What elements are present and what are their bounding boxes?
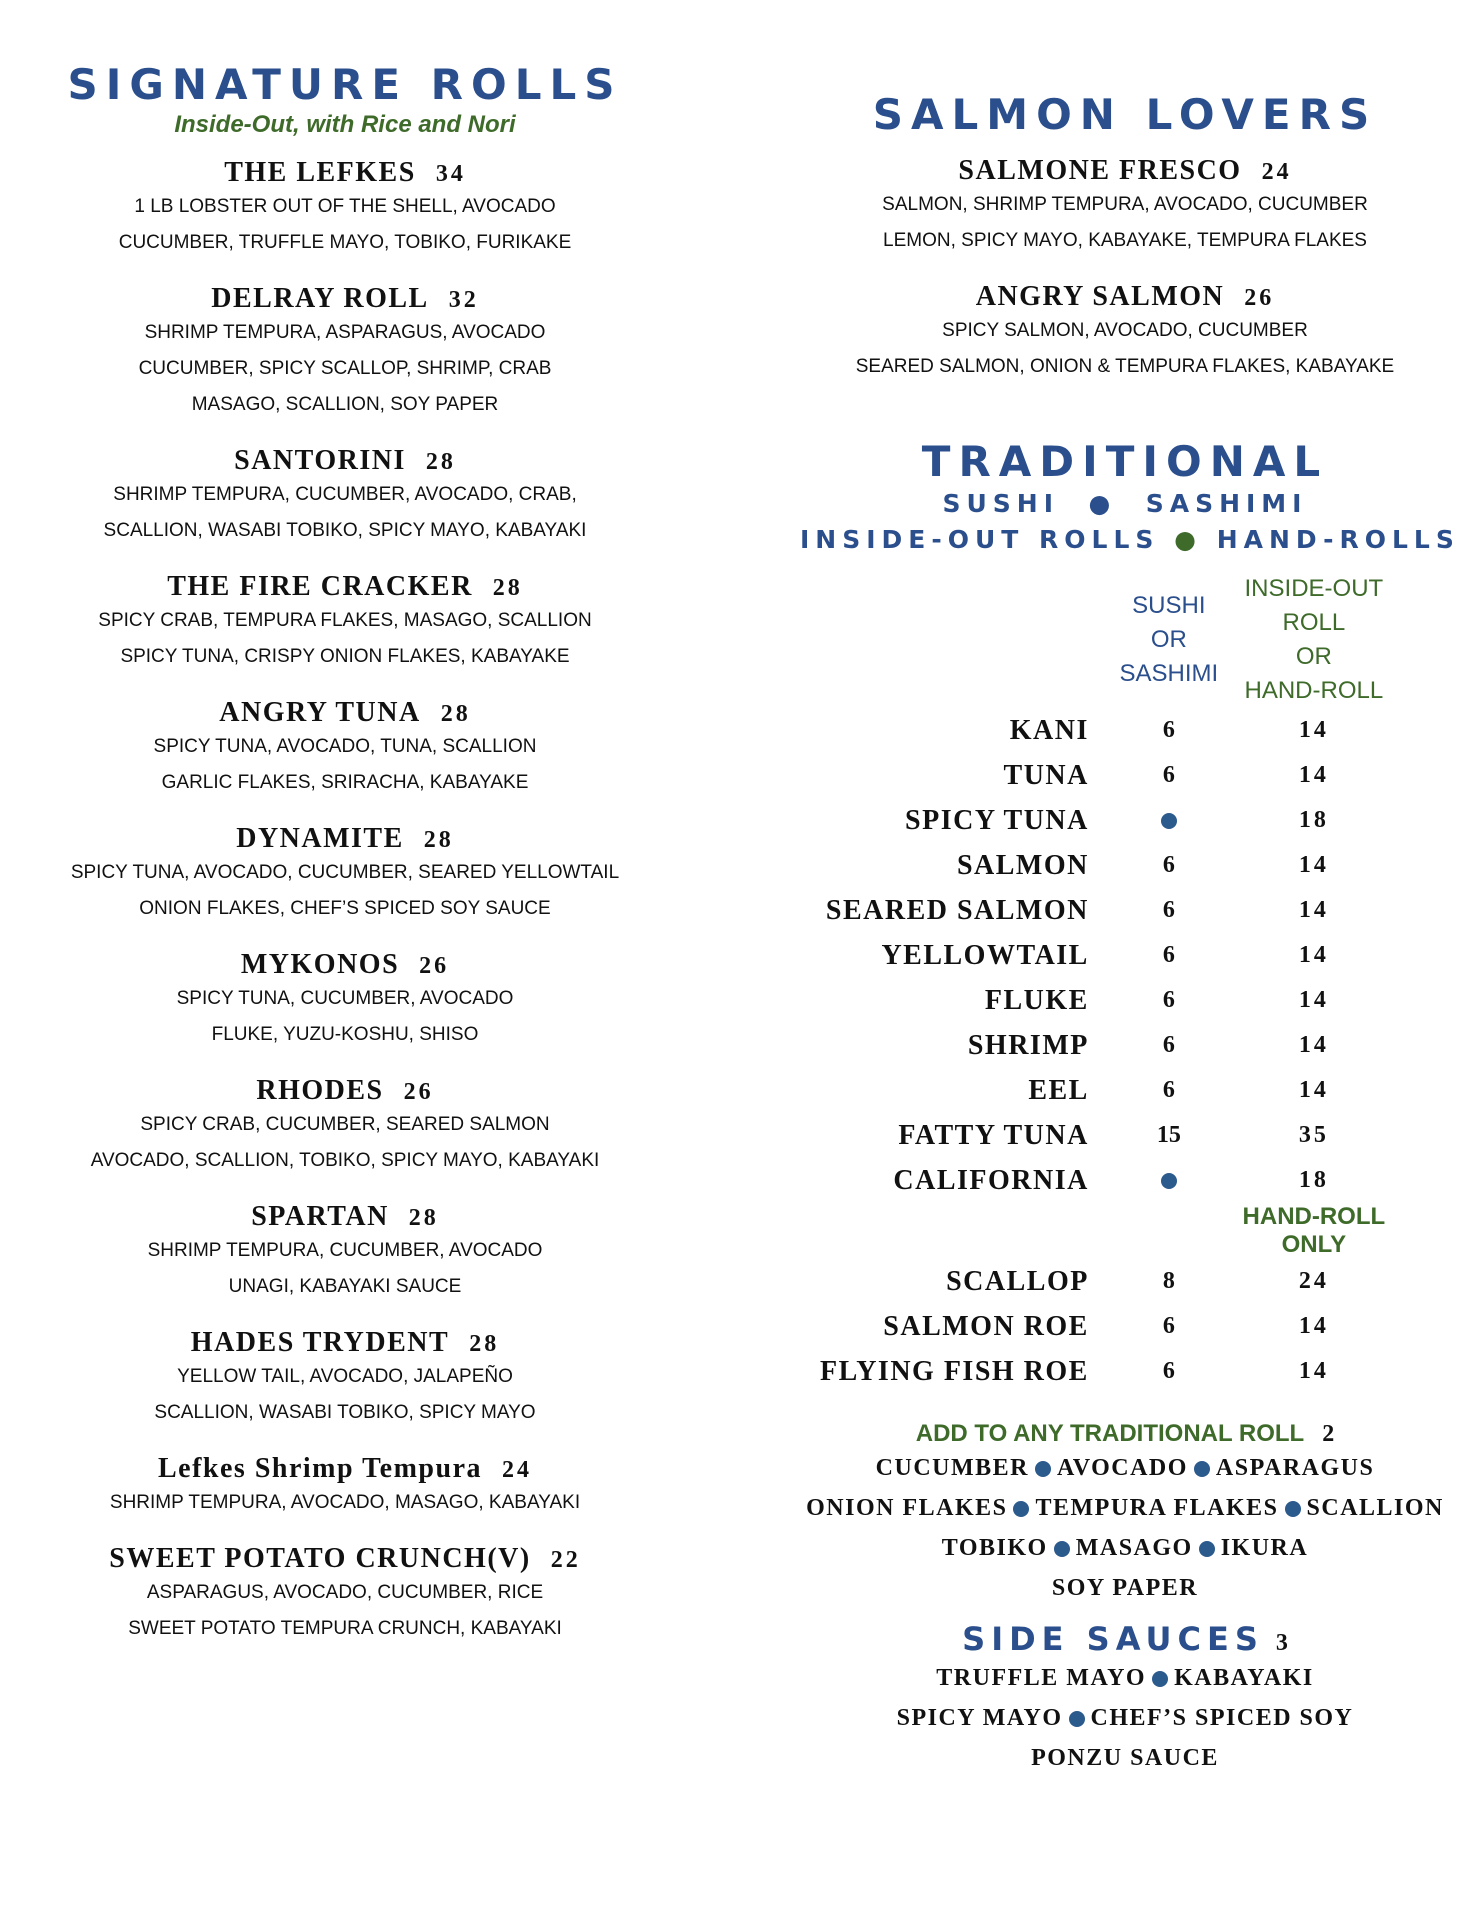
menu-item-header	[40, 445, 650, 477]
sushi-price: 6	[1162, 1313, 1175, 1339]
fish-name: YELLOWTAIL	[881, 939, 1089, 971]
table-row	[820, 888, 1409, 933]
sashimi-label: SASHIMI	[1145, 489, 1308, 518]
menu-item-price: 26	[419, 953, 450, 979]
menu-item-name: SWEET POTATO CRUNCH(V)	[109, 1543, 531, 1574]
menu-item-price: 26	[403, 1079, 434, 1105]
table-row	[820, 978, 1409, 1023]
table-row	[820, 1023, 1409, 1068]
description-line: FLUKE, YUZU-KOSHU, SHISO	[211, 1024, 479, 1045]
menu-item-description	[40, 477, 650, 549]
menu-item-price: 28	[469, 1331, 500, 1357]
roll-price: 14	[1298, 1077, 1329, 1103]
description-line: SPICY CRAB, CUCUMBER, SEARED SALMON	[140, 1114, 550, 1135]
col-header-roll: INSIDE-OUT ROLL OR HAND-ROLL	[1244, 575, 1384, 704]
menu-item-description	[40, 1485, 650, 1521]
menu-item	[40, 1201, 650, 1305]
menu-item-header	[800, 155, 1450, 187]
bullet-icon	[1285, 1501, 1301, 1517]
menu-item-header	[40, 1453, 650, 1485]
menu-item-name: THE FIRE CRACKER	[167, 571, 473, 602]
roll-price: 14	[1298, 987, 1329, 1013]
table-row	[820, 933, 1409, 978]
menu-item-name: ANGRY TUNA	[219, 697, 421, 728]
menu-item	[40, 157, 650, 261]
menu-item-price: 22	[550, 1547, 581, 1573]
menu-item-name: SALMONE FRESCO	[958, 155, 1242, 186]
fish-name: EEL	[1028, 1074, 1089, 1106]
fish-name: SALMON ROE	[883, 1310, 1089, 1342]
menu-item-name: MYKONOS	[240, 949, 400, 980]
menu-item-header	[40, 283, 650, 315]
menu-item-header	[40, 823, 650, 855]
menu-item-name: ANGRY SALMON	[975, 281, 1225, 312]
description-line: LEMON, SPICY MAYO, KABAYAKE, TEMPURA FLAKES	[883, 230, 1367, 251]
roll-price: 24	[1298, 1268, 1329, 1294]
menu-item-description	[40, 855, 650, 927]
roll-price: 14	[1298, 1313, 1329, 1339]
menu-item-description	[40, 1107, 650, 1179]
menu-item-price: 28	[425, 449, 456, 475]
sushi-label: SUSHI	[942, 489, 1060, 518]
roll-price: 14	[1298, 897, 1329, 923]
signature-rolls-title: SIGNATURE ROLLS	[67, 60, 623, 109]
description-line: SPICY TUNA, CUCUMBER, AVOCADO	[176, 988, 514, 1009]
menu-item-price: 26	[1244, 285, 1275, 311]
inside-out-rolls-label: INSIDE-OUT ROLLS	[800, 525, 1160, 554]
menu-item-price: 28	[408, 1205, 439, 1231]
right-column	[800, 90, 1460, 1778]
menu-item-name: HADES TRYDENT	[190, 1327, 450, 1358]
bullet-icon	[1161, 813, 1177, 829]
menu-item-price: 32	[448, 287, 479, 313]
bullet-icon: ●	[1174, 525, 1202, 554]
hand-rolls-label: HAND-ROLLS	[1216, 525, 1460, 554]
addons-line-2: ONION FLAKES TEMPURA FLAKES SCALLION	[806, 1495, 1444, 1521]
menu-item-price: 28	[492, 575, 523, 601]
menu-item-header	[40, 1543, 650, 1575]
table-corner	[820, 572, 1119, 708]
menu-item	[40, 949, 650, 1053]
sushi-price: 6	[1162, 1358, 1175, 1384]
bullet-icon	[1054, 1541, 1070, 1557]
description-line: ASPARAGUS, AVOCADO, CUCUMBER, RICE	[146, 1582, 544, 1603]
description-line: MASAGO, SCALLION, SOY PAPER	[191, 394, 499, 415]
fish-name: SALMON	[956, 849, 1089, 881]
sushi-price: 8	[1162, 1268, 1175, 1294]
sushi-price: 6	[1162, 717, 1175, 743]
menu-item	[40, 445, 650, 549]
menu-item-description	[40, 1233, 650, 1305]
menu-item-name: RHODES	[256, 1075, 384, 1106]
table-row	[820, 798, 1409, 843]
menu-item-header	[40, 1075, 650, 1107]
side-sauces-price: 3	[1275, 1630, 1288, 1656]
description-line: UNAGI, KABAYAKI SAUCE	[228, 1276, 462, 1297]
sushi-price: 6	[1162, 1077, 1175, 1103]
menu-item	[40, 1075, 650, 1179]
menu-item-name: SANTORINI	[234, 445, 406, 476]
table-row	[820, 1304, 1409, 1349]
salmon-lovers-list	[800, 155, 1450, 385]
menu-item-header	[40, 1327, 650, 1359]
roll-price: 14	[1298, 1032, 1329, 1058]
menu-item	[40, 697, 650, 801]
fish-name: KANI	[1009, 714, 1089, 746]
bullet-icon: ●	[1073, 489, 1131, 518]
table-row	[820, 843, 1409, 888]
roll-price: 14	[1298, 852, 1329, 878]
menu-item-name: Lefkes Shrimp Tempura	[158, 1453, 482, 1484]
roll-price: 35	[1298, 1122, 1329, 1148]
description-line: SPICY CRAB, TEMPURA FLAKES, MASAGO, SCALLION	[98, 610, 592, 631]
bullet-icon	[1194, 1461, 1210, 1477]
traditional-price-table	[820, 572, 1409, 1394]
menu-item-name: DYNAMITE	[236, 823, 404, 854]
menu-item-price: 34	[435, 161, 466, 187]
traditional-title: TRADITIONAL	[921, 437, 1329, 486]
bullet-icon	[1013, 1501, 1029, 1517]
description-line: SCALLION, WASABI TOBIKO, SPICY MAYO, KABAYAKI	[103, 520, 587, 541]
addons-price: 2	[1322, 1421, 1335, 1447]
fish-name: FLUKE	[984, 984, 1089, 1016]
table-row	[820, 753, 1409, 798]
menu-item	[800, 155, 1450, 259]
description-line: CUCUMBER, SPICY SCALLOP, SHRIMP, CRAB	[138, 358, 552, 379]
col-header-sushi: SUSHI OR SASHIMI	[1119, 592, 1219, 687]
roll-price: 14	[1298, 762, 1329, 788]
sauces-line-2: SPICY MAYO CHEF’S SPICED SOY	[896, 1705, 1354, 1731]
menu-item-header	[40, 571, 650, 603]
menu-item	[40, 1453, 650, 1521]
table-row	[820, 1158, 1409, 1203]
salmon-lovers-title: SALMON LOVERS	[872, 90, 1378, 139]
fish-name: SEARED SALMON	[825, 894, 1089, 926]
sushi-price	[1119, 1158, 1219, 1203]
bullet-icon	[1161, 1173, 1177, 1189]
signature-rolls-section	[40, 60, 650, 1669]
description-line: SHRIMP TEMPURA, AVOCADO, MASAGO, KABAYAKI	[109, 1492, 581, 1513]
fish-name: CALIFORNIA	[893, 1164, 1089, 1196]
menu-item-description	[40, 1359, 650, 1431]
roll-price: 14	[1298, 942, 1329, 968]
menu-item	[40, 1543, 650, 1647]
menu-item-header	[40, 1201, 650, 1233]
menu-item-description	[40, 603, 650, 675]
description-line: SALMON, SHRIMP TEMPURA, AVOCADO, CUCUMBER	[882, 194, 1368, 215]
fish-name: TUNA	[1003, 759, 1089, 791]
sushi-price: 6	[1162, 987, 1175, 1013]
sushi-price: 6	[1162, 897, 1175, 923]
addons-line-3: TOBIKO MASAGO IKURA	[941, 1535, 1309, 1561]
menu-item-description	[800, 187, 1450, 259]
roll-price: 14	[1298, 1358, 1329, 1384]
menu-item	[40, 823, 650, 927]
menu-item	[40, 1327, 650, 1431]
table-row	[820, 1068, 1409, 1113]
menu-item-description	[800, 313, 1450, 385]
sushi-price	[1119, 798, 1219, 843]
description-line: 1 LB LOBSTER OUT OF THE SHELL, AVOCADO	[134, 196, 556, 217]
signature-rolls-list	[40, 157, 650, 1647]
bullet-icon	[1152, 1671, 1168, 1687]
menu-item-header	[800, 281, 1450, 313]
menu-item-description	[40, 189, 650, 261]
roll-price: 18	[1298, 1167, 1329, 1193]
menu-item-description	[40, 315, 650, 423]
description-line: CUCUMBER, TRUFFLE MAYO, TOBIKO, FURIKAKE	[118, 232, 572, 253]
menu-item	[40, 283, 650, 423]
description-line: SEARED SALMON, ONION & TEMPURA FLAKES, KABAYAKE	[855, 356, 1395, 377]
fish-name: FLYING FISH ROE	[820, 1355, 1089, 1387]
menu-item	[40, 571, 650, 675]
menu-item-price: 24	[1261, 159, 1292, 185]
menu-item-price: 28	[440, 701, 471, 727]
description-line: AVOCADO, SCALLION, TOBIKO, SPICY MAYO, KABAYAKI	[90, 1150, 600, 1171]
menu-item-description	[40, 981, 650, 1053]
menu-item-name: DELRAY ROLL	[211, 283, 429, 314]
traditional-subtitle-2	[800, 522, 1460, 558]
menu-item-header	[40, 157, 650, 189]
description-line: SPICY TUNA, CRISPY ONION FLAKES, KABAYAKE	[120, 646, 570, 667]
description-line: SPICY TUNA, AVOCADO, TUNA, SCALLION	[153, 736, 537, 757]
traditional-rows	[820, 708, 1409, 1203]
description-line: SHRIMP TEMPURA, ASPARAGUS, AVOCADO	[144, 322, 546, 343]
sushi-price: 6	[1162, 1032, 1175, 1058]
description-line: SPICY TUNA, AVOCADO, CUCUMBER, SEARED YELLOWTAIL	[70, 862, 620, 883]
description-line: SCALLION, WASABI TOBIKO, SPICY MAYO	[154, 1402, 536, 1423]
table-row	[820, 1113, 1409, 1158]
fish-name: FATTY TUNA	[898, 1119, 1089, 1151]
sauces-line-3: PONZU SAUCE	[1031, 1745, 1219, 1771]
bullet-icon	[1199, 1541, 1215, 1557]
menu-item-name: THE LEFKES	[224, 157, 416, 188]
traditional-subtitle-1	[800, 486, 1450, 522]
description-line: SHRIMP TEMPURA, CUCUMBER, AVOCADO	[147, 1240, 543, 1261]
addons-line-1: CUCUMBER AVOCADO ASPARAGUS	[875, 1455, 1375, 1481]
fish-name: SPICY TUNA	[905, 804, 1089, 836]
sushi-price: 6	[1162, 852, 1175, 878]
menu-item-name: SPARTAN	[251, 1201, 389, 1232]
description-line: SPICY SALMON, AVOCADO, CUCUMBER	[942, 320, 1308, 341]
bullet-icon	[1069, 1711, 1085, 1727]
description-line: SWEET POTATO TEMPURA CRUNCH, KABAYAKI	[128, 1618, 562, 1639]
table-row	[820, 708, 1409, 753]
description-line: ONION FLAKES, CHEF’S SPICED SOY SAUCE	[139, 898, 551, 919]
sushi-price: 6	[1162, 762, 1175, 788]
sauces-line-1: TRUFFLE MAYO KABAYAKI	[936, 1665, 1314, 1691]
description-line: SHRIMP TEMPURA, CUCUMBER, AVOCADO, CRAB,	[113, 484, 577, 505]
menu-item-description	[40, 1575, 650, 1647]
description-line: GARLIC FLAKES, SRIRACHA, KABAYAKE	[161, 772, 529, 793]
table-row	[820, 1259, 1409, 1304]
side-sauces-title: SIDE SAUCES 3	[962, 1620, 1288, 1658]
signature-rolls-subtitle: Inside-Out, with Rice and Nori	[174, 111, 516, 138]
menu-item-header	[40, 697, 650, 729]
menu-item	[800, 281, 1450, 385]
description-line: YELLOW TAIL, AVOCADO, JALAPEÑO	[177, 1366, 513, 1387]
bullet-icon	[1035, 1461, 1051, 1477]
hand-roll-only-label: HAND-ROLL ONLY	[1242, 1203, 1386, 1258]
menu-item-header	[40, 949, 650, 981]
fish-name: SHRIMP	[967, 1029, 1089, 1061]
roll-price: 14	[1298, 717, 1329, 743]
table-row	[820, 1349, 1409, 1394]
sushi-price: 15	[1156, 1122, 1181, 1148]
roll-price: 18	[1298, 807, 1329, 833]
menu-item-price: 24	[502, 1457, 532, 1483]
hand-roll-only-rows	[820, 1259, 1409, 1394]
sushi-price: 6	[1162, 942, 1175, 968]
menu-item-description	[40, 729, 650, 801]
fish-name: SCALLOP	[946, 1265, 1089, 1297]
menu-item-price: 28	[423, 827, 454, 853]
addons-title: ADD TO ANY TRADITIONAL ROLL 2	[915, 1420, 1335, 1447]
addons-line-4: SOY PAPER	[1051, 1575, 1199, 1601]
